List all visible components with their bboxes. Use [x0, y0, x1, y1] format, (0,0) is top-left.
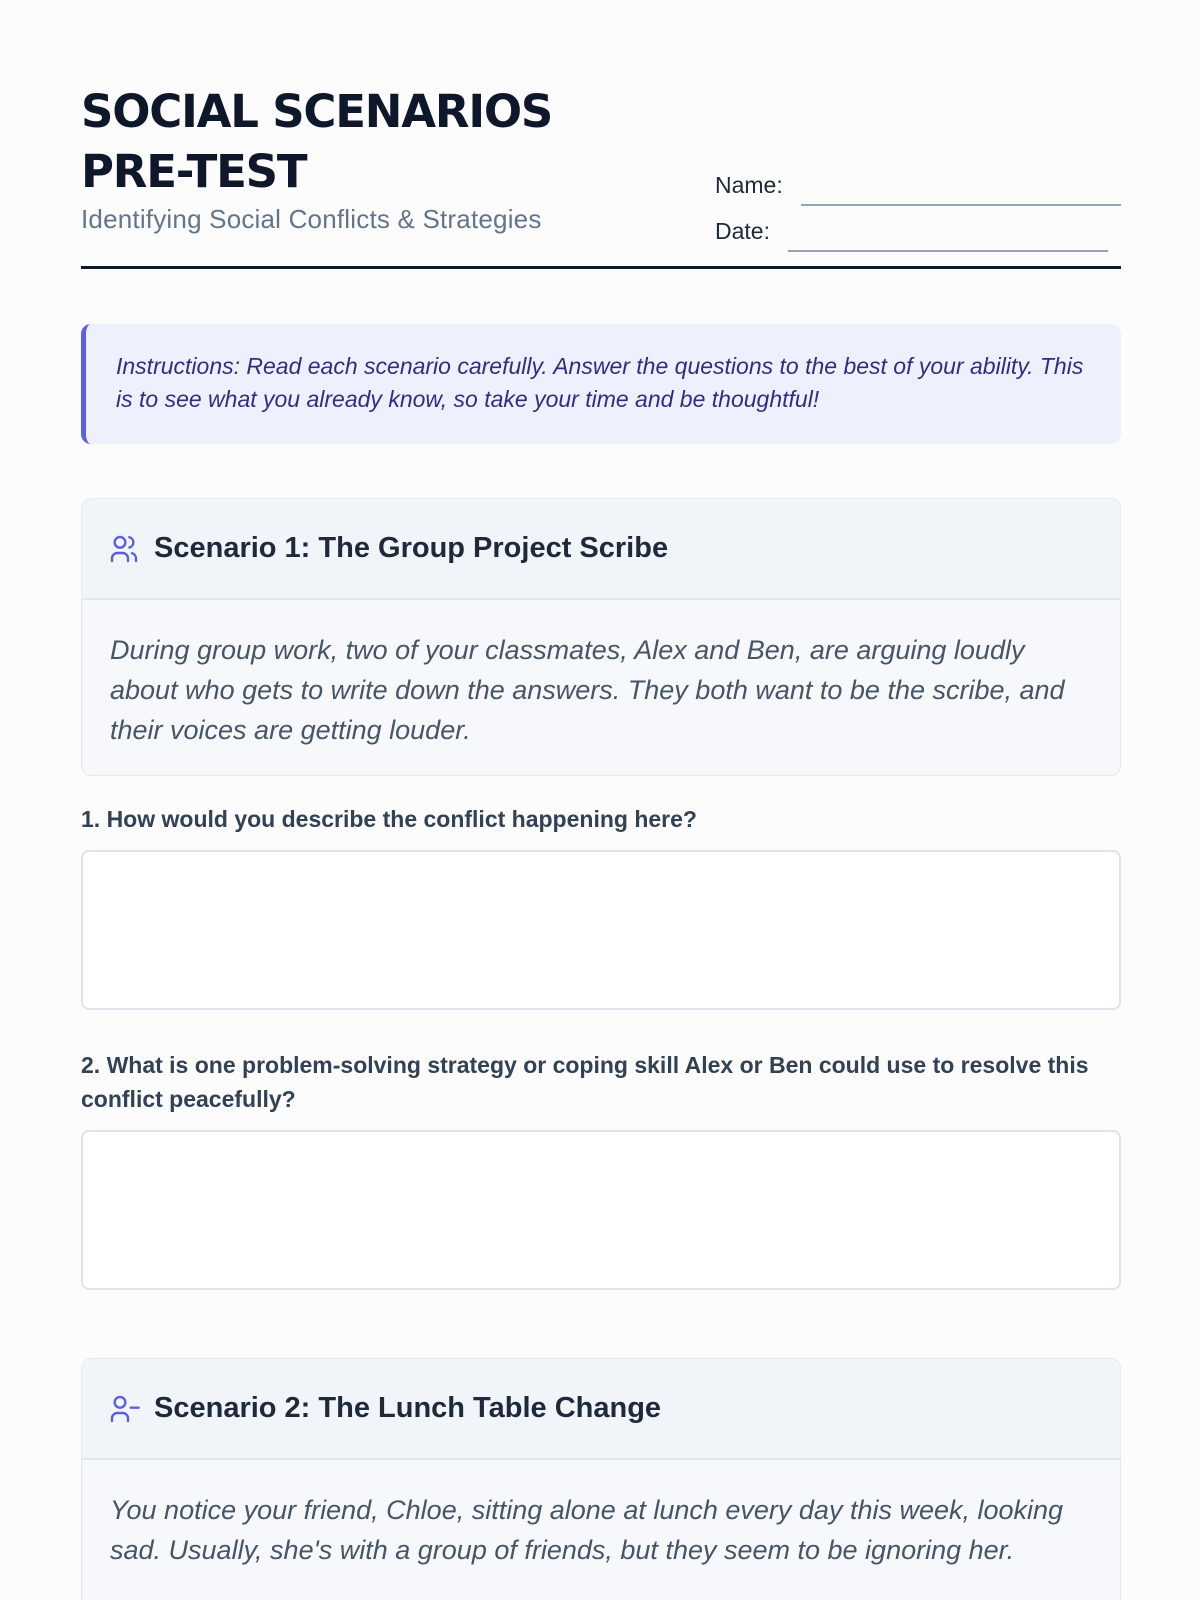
name-label: Name: [715, 172, 783, 198]
header [81, 82, 1121, 270]
question-2-answer-box[interactable] [81, 1130, 1121, 1290]
date-input-line[interactable] [788, 250, 1108, 252]
student-info-fields [715, 160, 1121, 252]
worksheet-page [81, 0, 1121, 1600]
scenario-1-header [81, 498, 1121, 600]
header-divider [81, 266, 1121, 269]
users-icon [108, 533, 140, 565]
question-1-label: 1. How would you describe the conflict happening here? [81, 806, 697, 832]
instructions-box: Instructions: Read each scenario carefully. Answer the questions to the best of your ability. This is to see what you already know, so take your time and be thoughtful! [81, 324, 1121, 444]
user-minus-icon [108, 1393, 140, 1425]
scenario-1-title: Scenario 1: The Group Project Scribe [154, 532, 669, 564]
date-field[interactable] [715, 206, 1121, 252]
question-2-label: 2. What is one problem-solving strategy or coping skill Alex or Ben could use to resolve this conflict peacefully? [81, 1052, 1089, 1112]
scenario-2-header [81, 1358, 1121, 1460]
page-subtitle: Identifying Social Conflicts & Strategies [81, 204, 542, 234]
scenario-1-description: During group work, two of your classmates, Alex and Ben, are arguing loudly about who gets to write down the answers. They both want to be the scribe, and their voices are getting louder. [81, 600, 1121, 776]
scenario-2-title: Scenario 2: The Lunch Table Change [154, 1392, 662, 1424]
scenario-2-description: You notice your friend, Chloe, sitting alone at lunch every day this week, looking sad. Usually, she's with a group of friends, but they seem to be ignoring her. [81, 1460, 1121, 1600]
name-field[interactable] [715, 160, 1121, 206]
question-1-answer-box[interactable] [81, 850, 1121, 1010]
page-title: SOCIAL SCENARIOS PRE-TEST [81, 85, 553, 198]
date-label: Date: [715, 218, 770, 244]
